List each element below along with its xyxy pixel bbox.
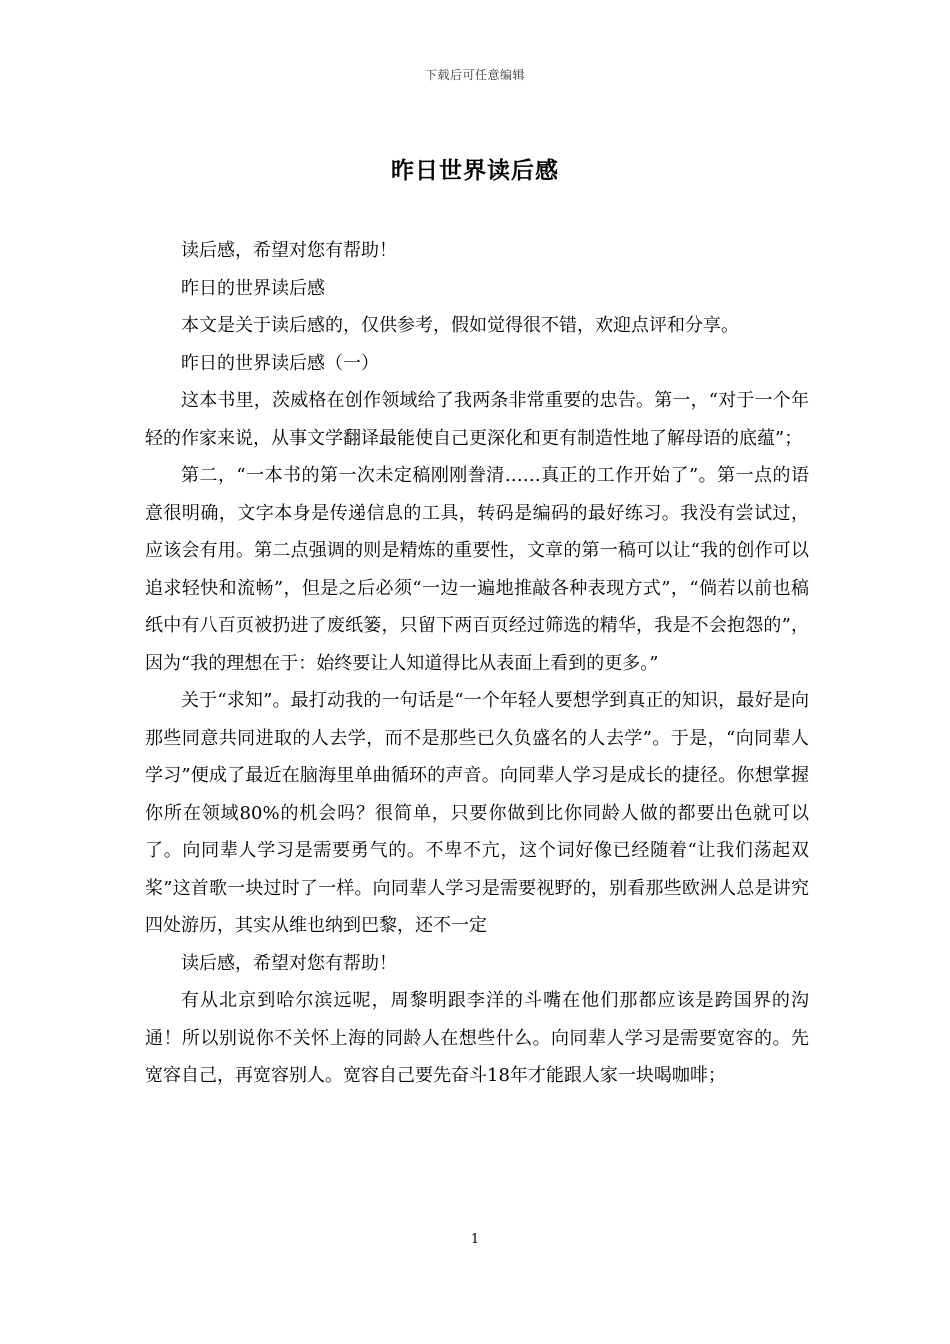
paragraph: 本文是关于读后感的，仅供参考，假如觉得很不错，欢迎点评和分享。	[181, 315, 739, 336]
paragraph: 有从北京到哈尔滨远呢，周黎明跟李洋的斗嘴在他们那都应该是跨国界的沟通！所以别说你不关怀上海的同龄人在想些什么。向同辈人学习是需要宽容的。先宽容自己，再宽容别人。宽容自己要先奋斗18年才能跟人家一块喝咖啡；	[145, 990, 809, 1086]
paragraph: 昨日的世界读后感	[181, 277, 325, 299]
paragraph: 第二，“一本书的第一次未定稿刚刚誊清……真正的工作开始了”。第一点的语意很明确，文字本身是传递信息的工具，转码是编码的最好练习。我没有尝试过，应该会有用。第二点强调的则是精炼的重要性，文章的第一稿可以让“我的创作可以追求轻快和流畅”，但是之后必须“一边一遍地推敲各种表现方式”，“倘若以前也稿纸中有八百页被扔进了废纸篓，只留下两百页经过筛选的精华，我是不会抱怨的”，因为“我的理想在于：始终要让人知道得比从表面上看到的更多。”	[145, 465, 809, 674]
document-title: 昨日世界读后感	[391, 157, 559, 184]
paragraph: 关于“求知”。最打动我的一句话是“一个年轻人要想学到真正的知识，最好是向那些同意共同进取的人去学，而不是那些已久负盛名的人去学”。于是，“向同辈人学习”便成了最近在脑海里单曲循环的声音。向同辈人学习是成长的捷径。你想掌握你所在领域80%的机会吗？很简单，只要你做到比你同龄人做的都要出色就可以了。向同辈人学习是需要勇气的。不卑不亢，这个词好像已经随着“让我们荡起双桨”这首歌一块过时了一样。向同辈人学习是需要视野的，别看那些欧洲人总是讲究四处游历，其实从维也纳到巴黎，还不一定	[145, 690, 809, 936]
page-header-note: 下载后可任意编辑	[424, 68, 525, 82]
paragraph: 这本书里，茨威格在创作领域给了我两条非常重要的忠告。第一，“对于一个年轻的作家来说，从事文学翻译最能使自己更深化和更有制造性地了解母语的底蕴”；	[145, 390, 809, 449]
paragraph: 昨日的世界读后感（一）	[181, 352, 379, 374]
paragraph: 读后感，希望对您有帮助！	[181, 952, 397, 974]
paragraph: 读后感，希望对您有帮助！	[181, 240, 397, 261]
document-body	[145, 232, 809, 1095]
page-number: 1	[470, 1232, 480, 1247]
